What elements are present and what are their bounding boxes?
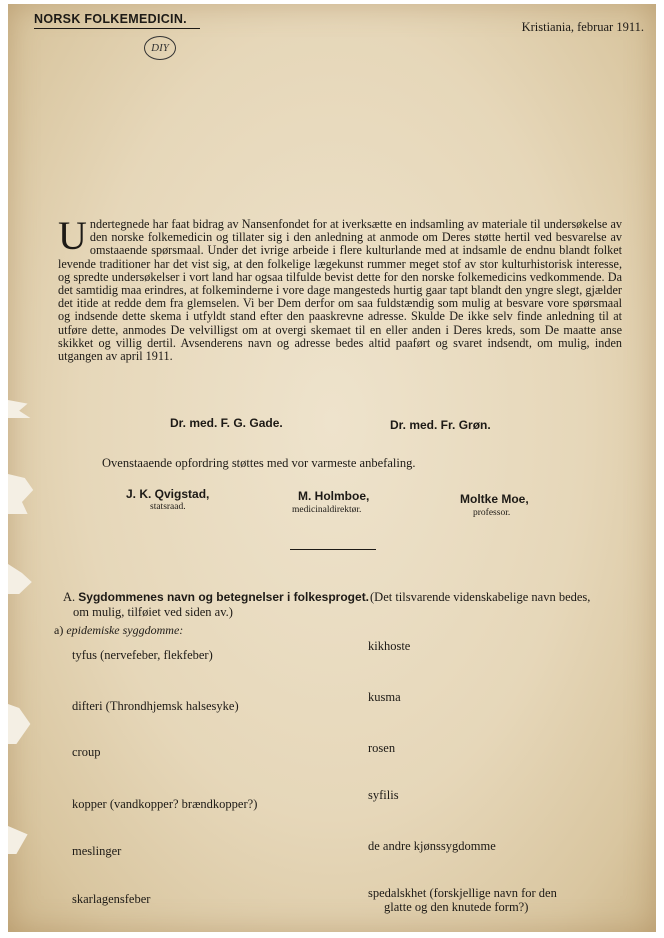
intro-paragraph <box>58 213 622 364</box>
endorser-title: professor. <box>473 508 511 518</box>
disease-item: glatte og den knutede form?) <box>384 900 529 914</box>
document-title: NORSK FOLKEMEDICIN. <box>34 12 200 29</box>
endorser-title: statsraad. <box>150 502 186 512</box>
subsection-a <box>54 623 183 638</box>
disease-item: syfilis <box>368 788 399 802</box>
torn-edge <box>8 400 36 418</box>
torn-edge <box>8 564 36 594</box>
signer-gade: Dr. med. F. G. Gade. <box>170 416 283 430</box>
disease-item: meslinger <box>72 844 122 858</box>
disease-item: croup <box>72 745 101 759</box>
disease-item: difteri (Throndhjemsk halsesyke) <box>72 699 239 713</box>
section-label: A. <box>63 590 76 604</box>
endorser-title: medicinaldirektør. <box>292 505 362 515</box>
section-a-note: (Det tilsvarende videnskabelige navn bedes, <box>370 590 591 604</box>
disease-item: rosen <box>368 741 396 755</box>
torn-edge <box>8 704 36 744</box>
disease-item: kusma <box>368 690 401 704</box>
disease-item: kopper (vandkopper? brændkopper?) <box>72 797 258 811</box>
torn-edge <box>8 826 36 854</box>
intro-text: ndertegnede har faat bidrag av Nansenfondet for at iverksætte en indsamling av materiale til undersøkelse av den norske folkemedicin og tillater sig i den anledning at anmode om Deres støtte hertil ved besvarelse av omstaaende spørsmaal. Under det ivrige arbeide i flere kulturlande med at indsamle de endnu blandt folket levende traditioner har det vist sig, at den folkelige lægekunst rummer meget stof av stor kulturhistorisk interesse, og spredte undersøkelser i vort land har ogsaa tilfulde bevist dette for den norske folkemedicins vedkommende. Da det samtidig maa erindres, at folkeminderne i vore dage mangesteds hurtig gaar tapt blandt den yngre slegt, gjælder det itide at redde dem fra glemselen. Vi ber Dem derfor om saa fuldstændig som mulig at besvare vore spørsmaal og indsende dette skema i utfyldt stand efter den paaskrevne adresse. Skulde De ikke selv finde anledning til at utføre dette, anmodes De velvilligst om at overgi skemaet til en eller anden i Deres kreds, som De maatte anse skikket og villig dertil. Avsenderens navn og adresse bedes altid paaført og svaret indsendt, om mulig, inden utgangen av april 1911. <box>58 217 622 364</box>
archive-stamp: DIY <box>144 36 176 60</box>
disease-item: spedalskhet (forskjellige navn for den <box>368 886 557 900</box>
section-title-cont: om mulig, tilføiet ved siden av.) <box>73 605 233 619</box>
torn-edge <box>8 474 36 514</box>
disease-item: skarlagensfeber <box>72 892 151 906</box>
subsection-title: epidemiske syggdomme: <box>66 623 184 637</box>
endorser-name: M. Holmboe, <box>298 489 370 503</box>
section-title: Sygdommenes navn og betegnelser i folkesproget. <box>78 590 370 604</box>
disease-item: kikhoste <box>368 639 411 653</box>
divider <box>290 549 376 550</box>
signer-gron: Dr. med. Fr. Grøn. <box>390 418 491 432</box>
section-a-heading <box>63 590 369 620</box>
support-text: Ovenstaaende opfordring støttes med vor varmeste anbefaling. <box>102 456 416 470</box>
document-page <box>8 4 656 932</box>
dropcap: U <box>58 213 87 258</box>
disease-item: tyfus (nervefeber, flekfeber) <box>72 648 213 662</box>
endorser-name: J. K. Qvigstad, <box>126 487 210 501</box>
endorser-name: Moltke Moe, <box>460 492 529 506</box>
subsection-label: a) <box>54 623 64 637</box>
disease-item: de andre kjønssygdomme <box>368 839 496 853</box>
place-date: Kristiania, februar 1911. <box>521 20 644 34</box>
